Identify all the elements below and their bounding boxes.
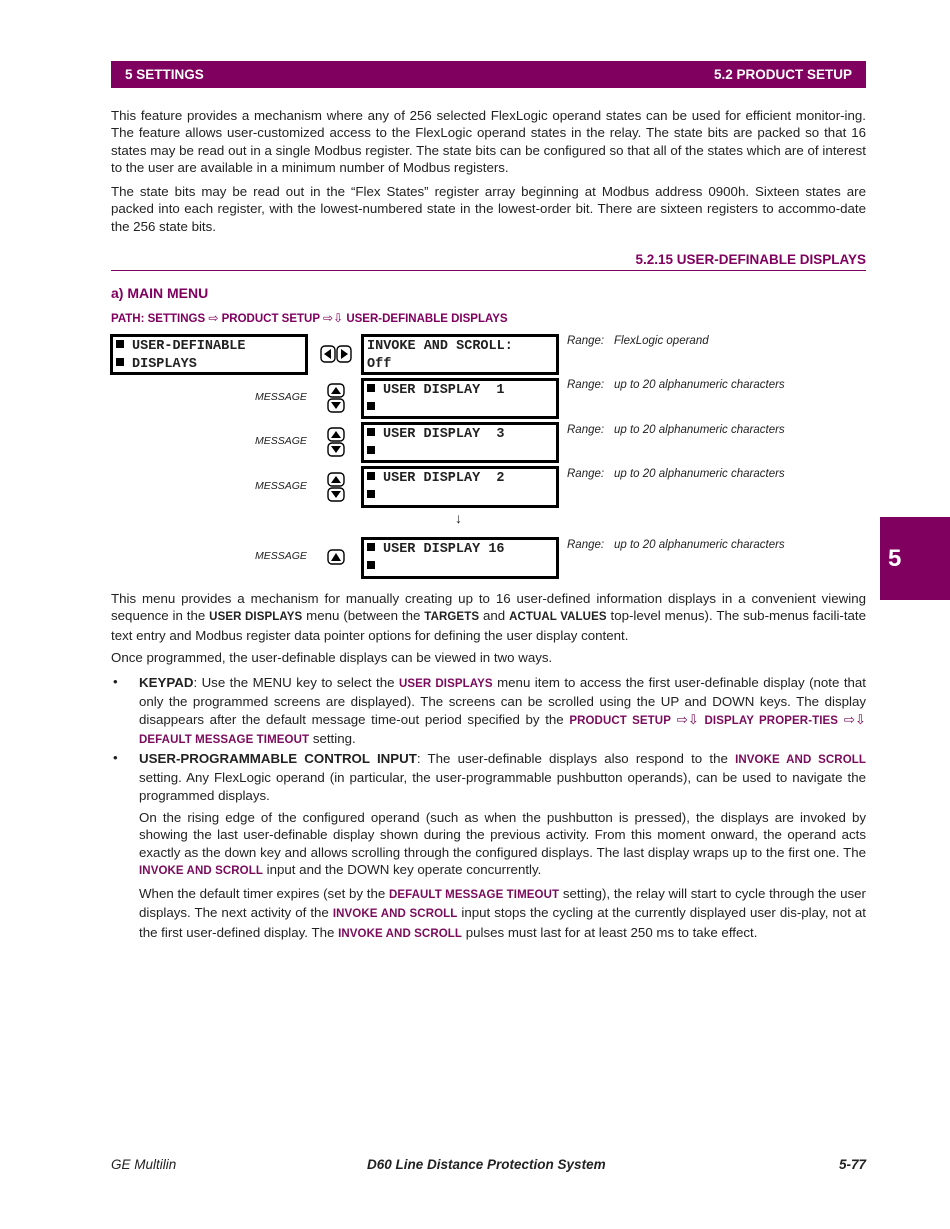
- menu-path: [111, 311, 508, 325]
- main-menu-line-2: DISPLAYS: [116, 356, 302, 374]
- subsection-rule: [111, 270, 866, 271]
- bullet-keypad: KEYPAD: Use the MENU key to select the USER DISPLAYS menu item to access the first user-definable display (note that only the programmed screens are displayed). The screens can be scrolled using the UP and DOWN keys. The display disappears after the default message time-out period specified by the PRODUCT SETUP ⇨⇩ DISPLAY PROPER-TIES ⇨⇩ DEFAULT MESSAGE TIMEOUT setting.: [139, 675, 867, 746]
- path-arrow-right-icon: ⇨: [208, 311, 219, 325]
- footer-company: GE Multilin: [111, 1157, 177, 1172]
- bullet-square-icon: [367, 384, 375, 392]
- section-title: 5.2 PRODUCT SETUP: [713, 67, 852, 82]
- setting-value: Off: [367, 357, 392, 372]
- setting-name: USER DISPLAY 2: [383, 471, 505, 486]
- setting-box-user-display-2[interactable]: [361, 466, 559, 508]
- message-label: MESSAGE: [255, 550, 307, 562]
- bullet-square-icon: [367, 490, 375, 498]
- range-user-display-1: Range: up to 20 alphanumeric characters: [567, 379, 785, 391]
- up-key-icon: [327, 549, 345, 565]
- path-product-setup: PRODUCT SETUP: [221, 313, 320, 325]
- menu-heading: a) MAIN MENU: [111, 285, 209, 301]
- body-paragraph-2: Once programmed, the user-definable displays can be viewed in two ways.: [111, 650, 553, 665]
- setting-name: USER DISPLAY 1: [383, 383, 505, 398]
- up-down-keys-icon: [327, 472, 345, 502]
- bullet-square-icon: [367, 472, 375, 480]
- subsection-title: 5.2.15 USER-DEFINABLE DISPLAYS: [635, 252, 866, 267]
- bullet-square-icon: [116, 340, 124, 348]
- body-paragraph-4: When the default timer expires (set by the DEFAULT MESSAGE TIMEOUT setting), the relay will start to cycle through the user displays. The next activity of the INVOKE AND SCROLL input stops the cycling at the currently displayed user dis-play, not at the first user-defined display. The INVOKE AND SCROLL pulses must last for at least 250 ms to take effect.: [139, 886, 866, 940]
- footer-product: D60 Line Distance Protection System: [367, 1157, 606, 1172]
- range-user-display-16: Range: up to 20 alphanumeric characters: [567, 539, 785, 551]
- main-menu-line-1: USER-DEFINABLE: [116, 338, 302, 356]
- path-prefix: PATH: SETTINGS: [111, 313, 206, 325]
- intro-paragraph-2: The state bits may be read out in the “Flex States” register array beginning at Modbus address 0900h. Sixteen states are packed into each register, with the lowest-numbered state in the lowest-order bit. There are sixteen registers to accommo-date the 256 state bits.: [111, 184, 866, 234]
- setting-box-user-display-16[interactable]: [361, 537, 559, 579]
- body-paragraph-1: This menu provides a mechanism for manually creating up to 16 user-defined information displays in a convenient viewing sequence in the USER DISPLAYS menu (between the TARGETS and ACTUAL VALUES top-level menus). The sub-menus facili-tate text entry and Modbus register data pointer options for defining the user display content.: [111, 591, 867, 643]
- up-down-keys-icon: [327, 383, 345, 413]
- chapter-header-bar: [111, 61, 866, 88]
- setting-box-invoke-and-scroll[interactable]: [361, 334, 559, 375]
- bullet-square-icon: [367, 402, 375, 410]
- setting-box-user-display-3[interactable]: [361, 422, 559, 463]
- bullet-square-icon: [116, 358, 124, 366]
- body-paragraph-3: On the rising edge of the configured operand (such as when the pushbutton is pressed), the displays are invoked by showing the last user-definable display shown during the previous activity. From this moment onward, the operand acts exactly as the down key and allows scrolling through the configured displays. The last display wraps up to the first one. The INVOKE AND SCROLL input and the DOWN key operate concurrently.: [139, 810, 866, 877]
- continuation-arrow-icon: ↓: [455, 510, 462, 526]
- message-label: MESSAGE: [255, 480, 307, 492]
- setting-name: USER DISPLAY 16: [383, 542, 505, 557]
- setting-name: USER DISPLAY 3: [383, 427, 505, 442]
- bullet-control-input: USER-PROGRAMMABLE CONTROL INPUT: The user-definable displays also respond to the INVOKE AND SCROLL setting. Any FlexLogic operand (in particular, the user-programmable pushbutton operands), can be used to navigate the programmed displays.: [139, 751, 867, 803]
- setting-name: INVOKE AND SCROLL:: [367, 339, 513, 354]
- up-down-keys-icon: [327, 427, 345, 457]
- chapter-tab: 5: [880, 517, 950, 600]
- bullet-square-icon: [367, 446, 375, 454]
- setting-box-user-display-1[interactable]: [361, 378, 559, 419]
- range-user-display-3: Range: up to 20 alphanumeric characters: [567, 424, 785, 436]
- bullet-square-icon: [367, 543, 375, 551]
- footer-page-number: 5-77: [838, 1157, 866, 1172]
- bullet-square-icon: [367, 428, 375, 436]
- message-label: MESSAGE: [255, 391, 307, 403]
- intro-paragraph-1: This feature provides a mechanism where any of 256 selected FlexLogic operand states can be used for efficient monitor-ing. The feature allows user-customized access to the FlexLogic operand states in the relay. The state bits are packed so that 16 states may be read out in a single Modbus register. The state bits can be configured so that all of the states which are of interest to the user are available in a minimum number of Modbus registers.: [111, 108, 866, 175]
- bullet-square-icon: [367, 561, 375, 569]
- path-arrow-right-down-icon: ⇨⇩: [323, 311, 344, 325]
- main-menu-box[interactable]: [110, 334, 308, 375]
- bullet-icon: •: [113, 674, 118, 689]
- range-user-display-2: Range: up to 20 alphanumeric characters: [567, 468, 785, 480]
- chapter-title: 5 SETTINGS: [125, 67, 204, 82]
- left-right-keys-icon: [320, 345, 352, 363]
- message-label: MESSAGE: [255, 435, 307, 447]
- range-invoke-and-scroll: Range: FlexLogic operand: [567, 335, 709, 347]
- path-user-displays: USER-DEFINABLE DISPLAYS: [346, 313, 508, 325]
- bullet-icon: •: [113, 750, 118, 765]
